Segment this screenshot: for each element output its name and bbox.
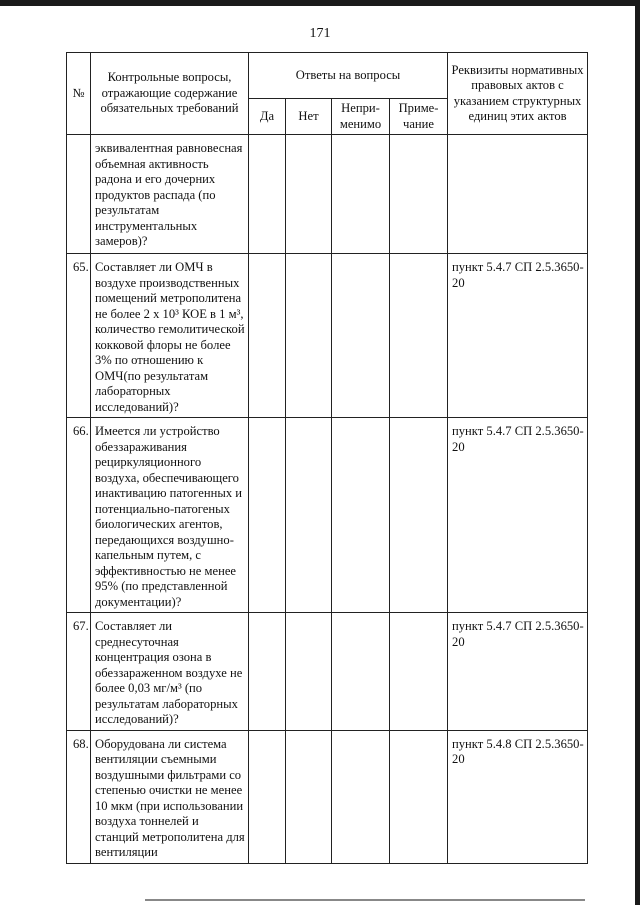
table-row [67,135,588,254]
control-question: Составляет ли среднесуточная концентрация озона в обеззараженном воздухе не более 0,03 мг/м³ (по результатам лабораторных исследований)? [91,613,249,731]
row-number: 65. [67,254,91,418]
answer-no-cell [286,730,332,863]
table-row [67,254,588,418]
header-no: Нет [286,99,332,135]
row-number: 68. [67,730,91,863]
answer-na-cell [332,135,390,254]
header-control-questions: Контрольные вопросы, отражающие содержание обязательных требований [91,53,249,135]
header-not-applicable: Непри-менимо [332,99,390,135]
answer-no-cell [286,135,332,254]
answer-note-cell [390,613,448,731]
control-question: эквивалентная равновесная объемная активность радона и его дочерних продуктов распада (по результатам инструментальных замеров)? [91,135,249,254]
table-row [67,613,588,731]
answer-note-cell [390,135,448,254]
answer-yes-cell [249,254,286,418]
header-note: Приме-чание [390,99,448,135]
answer-no-cell [286,418,332,613]
scan-border-top [0,0,640,6]
row-number [67,135,91,254]
control-question: Имеется ли устройство обеззараживания рециркуляционного воздуха, обеспечивающего инактивацию патогенных и потенциально-патогеных биологических агентов, передающихся воздушно-капельным путем, с эффективностью не менее 95% (по представленной документации)? [91,418,249,613]
header-number: № [67,53,91,135]
requisites-cell: пункт 5.4.7 СП 2.5.3650-20 [448,254,588,418]
answer-na-cell [332,254,390,418]
requisites-cell [448,135,588,254]
answer-yes-cell [249,730,286,863]
control-question: Составляет ли ОМЧ в воздухе производственных помещений метрополитена не более 2 х 10³ КОЕ в 1 м³, количество гемолитической кокковой флоры не более 3% по отношению к ОМЧ(по результатам лабораторных исследований)? [91,254,249,418]
answer-no-cell [286,613,332,731]
answer-note-cell [390,418,448,613]
table-row [67,418,588,613]
answer-na-cell [332,730,390,863]
row-number: 67. [67,613,91,731]
header-requisites: Реквизиты нормативных правовых актов с указанием структурных единиц этих актов [448,53,588,135]
requisites-cell: пункт 5.4.7 СП 2.5.3650-20 [448,418,588,613]
answer-note-cell [390,730,448,863]
control-question: Оборудована ли система вентиляции съемными воздушными фильтрами со степенью очистки не менее 10 мкм (при использовании воздуха тоннелей и станций метрополитена для вентиляции [91,730,249,863]
answer-no-cell [286,254,332,418]
checklist-table [66,52,588,864]
requisites-cell: пункт 5.4.7 СП 2.5.3650-20 [448,613,588,731]
header-yes: Да [249,99,286,135]
page-number: 171 [309,26,331,41]
answer-yes-cell [249,135,286,254]
answer-yes-cell [249,418,286,613]
table-row [67,730,588,863]
header-answers: Ответы на вопросы [249,53,448,99]
row-number: 66. [67,418,91,613]
answer-na-cell [332,418,390,613]
scan-bottom-edge [145,899,585,901]
requisites-cell: пункт 5.4.8 СП 2.5.3650-20 [448,730,588,863]
answer-na-cell [332,613,390,731]
scan-border-right [635,0,640,905]
answer-yes-cell [249,613,286,731]
answer-note-cell [390,254,448,418]
